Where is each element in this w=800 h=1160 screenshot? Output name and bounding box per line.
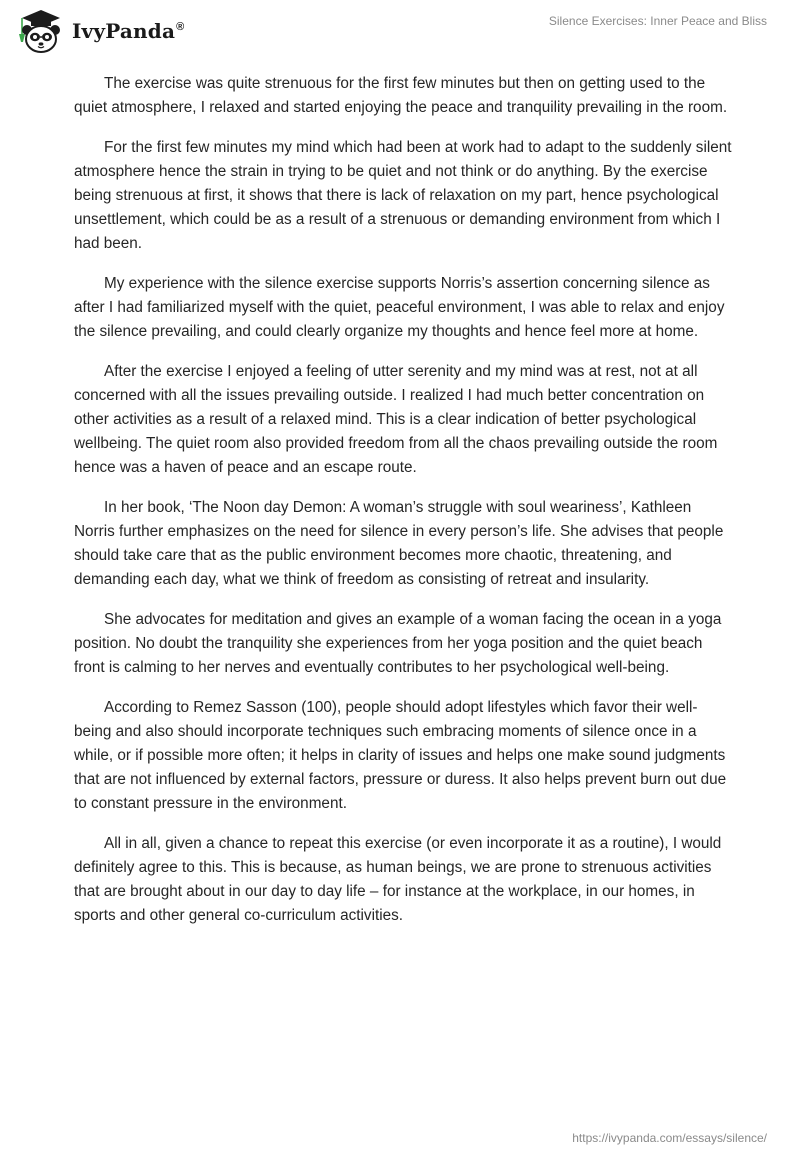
paragraph: My experience with the silence exercise supports Norris’s assertion concerning silence as after I had familiarized myself with the quiet, peaceful environment, I was able to relax and enjoy the silence prevailing, and could clearly organize my thoughts and hence feel more at home. xyxy=(74,275,725,340)
paragraph: In her book, ‘The Noon day Demon: A woman’s struggle with soul weariness’, Kathleen Norris further emphasizes on the need for silence in every person’s life. She advises that people should take care that as the public environment becomes more chaotic, threatening, and demanding each day, what we think of freedom as consisting of retreat and insularity. xyxy=(74,499,724,588)
brand-name: IvyPanda® xyxy=(72,19,185,43)
document-title: Silence Exercises: Inner Peace and Bliss xyxy=(548,14,767,28)
panda-graduation-cap-icon xyxy=(14,8,66,54)
paragraph: After the exercise I enjoyed a feeling of utter serenity and my mind was at rest, not at all concerned with all the issues prevailing outside. I realized I had much better concentration on other activities as a result of a relaxed mind. This is a clear indication of better psychological wellbeing. The quiet room also provided freedom from all the chaos prevailing outside the room hence was a haven of peace and an escape route. xyxy=(74,363,718,476)
paragraph: The exercise was quite strenuous for the first few minutes but then on getting used to the quiet atmosphere, I relaxed and started enjoying the peace and tranquility prevailing in the room. xyxy=(74,75,728,116)
paragraph: According to Remez Sasson (100), people should adopt lifestyles which favor their well-being and also should incorporate techniques such embracing moments of silence once in a while, or if possible more often; it helps in clarity of issues and helps one make sound judgments that are not influenced by external factors, pressure or duress. It also helps prevent burn out due to constant pressure in the environment. xyxy=(74,699,727,812)
paragraph: All in all, given a chance to repeat this exercise (or even incorporate it as a routine), I would definitely agree to this. This is because, as human beings, we are prone to strenuous activities that are brought about in our day to day life – for instance at the workplace, in our homes, in sports and other general co-curriculum activities. xyxy=(74,835,722,924)
brand-logo[interactable] xyxy=(14,8,184,54)
paragraph: For the first few minutes my mind which had been at work had to adapt to the suddenly silent atmosphere hence the strain in trying to be quiet and not think or do anything. By the exercise being strenuous at first, it shows that there is lack of relaxation on my part, hence psychological unsettlement, which could be as a result of a strenuous or demanding environment from which I had been. xyxy=(74,139,732,252)
source-url[interactable]: https://ivypanda.com/essays/silence/ xyxy=(572,1131,767,1145)
paragraph: She advocates for meditation and gives an example of a woman facing the ocean in a yoga position. No doubt the tranquility she experiences from her yoga position and the quiet beach front is calming to her nerves and eventually contributes to her psychological well-being. xyxy=(74,611,722,676)
page-header xyxy=(0,0,800,60)
essay-body xyxy=(74,72,734,944)
